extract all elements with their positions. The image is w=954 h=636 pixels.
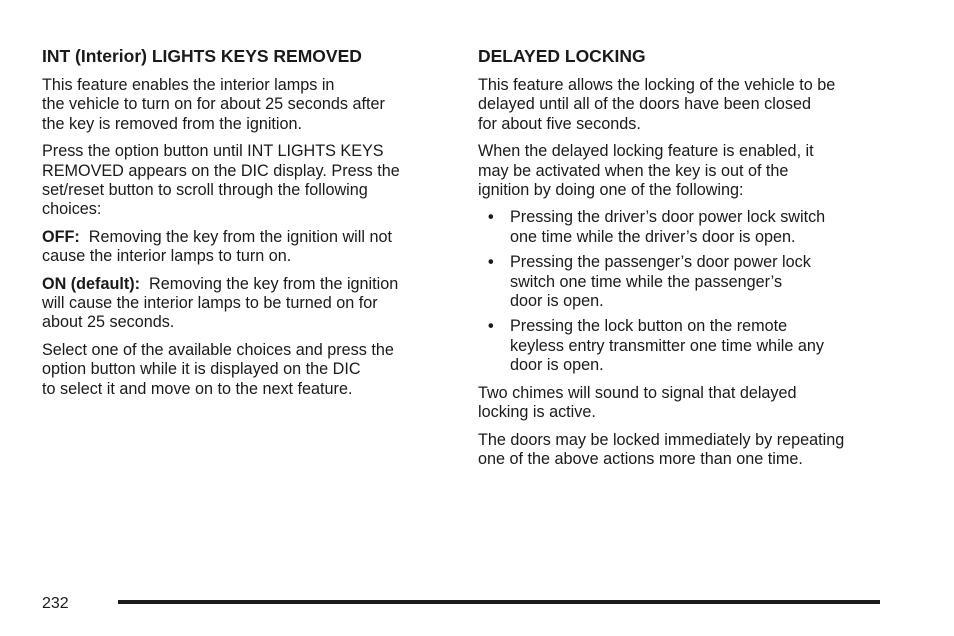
text-line: Pressing the lock button on the remote	[510, 317, 788, 336]
text-line: delayed until all of the doors have been closed	[478, 95, 811, 114]
text-line: one of the above actions more than one time.	[478, 449, 803, 468]
bullet-icon: •	[488, 317, 494, 336]
int-lights-instructions-paragraph	[42, 142, 452, 220]
text-line: option button while it is displayed on the DIC	[42, 360, 361, 379]
text-line: locking is active.	[478, 403, 596, 422]
on-option-paragraph	[42, 275, 452, 333]
bullet-icon: •	[488, 253, 494, 272]
text-line	[42, 275, 452, 294]
activation-methods-list	[478, 208, 890, 375]
bullet-icon: •	[488, 208, 494, 227]
text-line: When the delayed locking feature is enabled, it	[478, 142, 814, 161]
list-item	[478, 208, 890, 247]
text-line: set/reset button to scroll through the following	[42, 181, 368, 200]
text-line: REMOVED appears on the DIC display. Press the	[42, 161, 400, 180]
text-line: may be activated when the key is out of the	[478, 161, 789, 180]
text-line: Pressing the driver’s door power lock switch	[510, 208, 826, 227]
delayed-locking-activation-paragraph	[478, 142, 890, 200]
text-line: Select one of the available choices and press the	[42, 340, 394, 359]
text-line: cause the interior lamps to turn on.	[42, 247, 292, 266]
text-line: choices:	[42, 200, 102, 219]
text-line: This feature enables the interior lamps in	[42, 76, 335, 94]
footer-divider	[118, 600, 880, 604]
left-column	[42, 46, 452, 407]
int-lights-intro-paragraph	[42, 76, 452, 134]
text-line: Pressing the passenger’s door power lock	[510, 253, 811, 272]
off-term: OFF:	[42, 227, 80, 246]
on-text: Removing the key from the ignition	[149, 274, 399, 293]
text-line: switch one time while the passenger’s	[510, 272, 783, 291]
immediate-lock-paragraph	[478, 431, 890, 470]
delayed-locking-intro-paragraph	[478, 76, 890, 134]
text-line: will cause the interior lamps to be turned on for	[42, 294, 378, 313]
text-line: one time while the driver’s door is open.	[510, 227, 796, 246]
text-line: The doors may be locked immediately by repeating	[478, 430, 845, 449]
chimes-paragraph	[478, 384, 890, 423]
page-number: 232	[42, 595, 69, 612]
text-line: Press the option button until INT LIGHTS KEYS	[42, 142, 384, 161]
int-lights-heading: INT (Interior) LIGHTS KEYS REMOVED	[42, 46, 362, 66]
text-line: the vehicle to turn on for about 25 seconds after	[42, 95, 385, 114]
text-line: This feature allows the locking of the vehicle to be	[478, 76, 836, 94]
text-line: door is open.	[510, 292, 604, 311]
right-column	[478, 46, 890, 477]
text-line: ignition by doing one of the following:	[478, 181, 744, 200]
text-line: for about five seconds.	[478, 114, 641, 133]
delayed-locking-heading: DELAYED LOCKING	[478, 46, 646, 66]
text-line: about 25 seconds.	[42, 313, 175, 332]
text-line: keyless entry transmitter one time while any	[510, 336, 824, 355]
select-choice-paragraph	[42, 341, 452, 399]
list-item	[478, 253, 890, 311]
off-option-paragraph	[42, 228, 452, 267]
on-term: ON (default):	[42, 274, 141, 293]
text-line: Two chimes will sound to signal that delayed	[478, 383, 797, 402]
text-line	[42, 228, 452, 247]
text-line: door is open.	[510, 356, 604, 375]
list-item	[478, 317, 890, 375]
text-line: the key is removed from the ignition.	[42, 114, 303, 133]
text-line: to select it and move on to the next feature.	[42, 379, 353, 398]
off-text: Removing the key from the ignition will not	[88, 227, 392, 246]
